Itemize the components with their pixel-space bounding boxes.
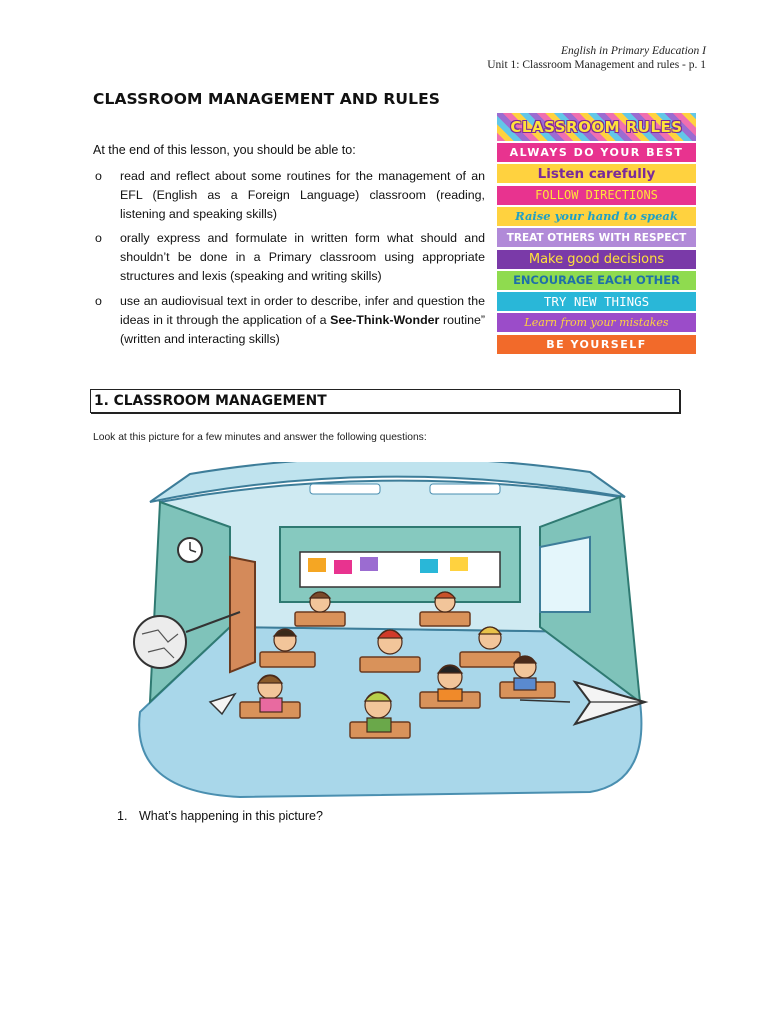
- objective-item: [93, 292, 485, 350]
- instruction-text: Look at this picture for a few minutes and answer the following questions:: [93, 432, 427, 443]
- poster-rule-text: ENCOURAGE EACH OTHER: [513, 273, 680, 288]
- poster-rule-6: [497, 250, 696, 269]
- objective-text: orally express and formulate in written form what should and shouldn’t be done in a Primary classroom using appropriate structures and lexis (speaking and writing skills): [120, 231, 485, 284]
- objective-text-part: use an audiovisual text in order to describe, infer and question the ideas in it through the application of a: [120, 294, 485, 328]
- poster-rule-text: Learn from your mistakes: [524, 316, 669, 330]
- poster-rule-7: [497, 271, 696, 290]
- poster-rule-10: [497, 335, 696, 354]
- poster-rule-1: [497, 143, 696, 162]
- poster-rule-4: [497, 207, 696, 226]
- poster-rule-text: Listen carefully: [537, 165, 656, 182]
- poster-rule-3: [497, 186, 696, 205]
- bullet-marker: o: [95, 294, 102, 308]
- poster-rule-text: FOLLOW DIRECTIONS: [535, 188, 658, 203]
- ceiling-light: [310, 484, 380, 494]
- page-title: CLASSROOM MANAGEMENT AND RULES: [93, 90, 441, 108]
- intro-text: At the end of this lesson, you should be able to:: [93, 143, 356, 157]
- poster-rule-text: ALWAYS DO YOUR BEST: [509, 146, 684, 159]
- objective-text-bold: See-Think-Wonder: [330, 313, 440, 328]
- question-item: [117, 809, 323, 823]
- poster-rule-text: TREAT OTHERS WITH RESPECT: [506, 231, 687, 244]
- objective-item: [93, 167, 485, 225]
- bulletin-board: [300, 552, 500, 587]
- classroom-rules-poster: [497, 113, 696, 355]
- poster-rule-text: BE YOURSELF: [546, 337, 647, 351]
- ceiling-light: [430, 484, 500, 494]
- bullet-marker: o: [95, 169, 102, 183]
- poster-rule-9: [497, 313, 696, 332]
- objective-text: read and reflect about some routines for the management of an EFL (English as a Foreign Language) classroom (reading, listening and speaking skills): [120, 169, 485, 222]
- poster-rule-2: [497, 164, 696, 183]
- objective-item: [93, 229, 485, 287]
- section-heading: [90, 389, 680, 413]
- question-number: 1.: [117, 809, 128, 823]
- objective-text: [120, 292, 485, 350]
- running-header: [487, 44, 706, 72]
- poster-title: CLASSROOM RULES: [510, 118, 683, 136]
- header-course: English in Primary Education I: [560, 45, 706, 57]
- poster-rule-text: TRY NEW THINGS: [543, 294, 650, 310]
- poster-rule-8: [497, 292, 696, 311]
- question-text: What’s happening in this picture?: [139, 809, 323, 823]
- poster-title-banner: [497, 113, 696, 141]
- poster-rule-text: Make good decisions: [528, 251, 665, 267]
- section-heading-text: 1. CLASSROOM MANAGEMENT: [94, 393, 327, 409]
- poster-rule-5: [497, 228, 696, 247]
- window: [540, 537, 590, 612]
- objective-text-part: routine” (written and interacting skills): [120, 313, 485, 347]
- chaotic-classroom-illustration: [120, 462, 650, 802]
- paper-ball: [134, 616, 186, 668]
- header-unit-page: Unit 1: Classroom Management and rules - p. 1: [487, 59, 706, 71]
- bullet-marker: o: [95, 231, 102, 245]
- poster-rule-text: Raise your hand to speak: [515, 209, 678, 224]
